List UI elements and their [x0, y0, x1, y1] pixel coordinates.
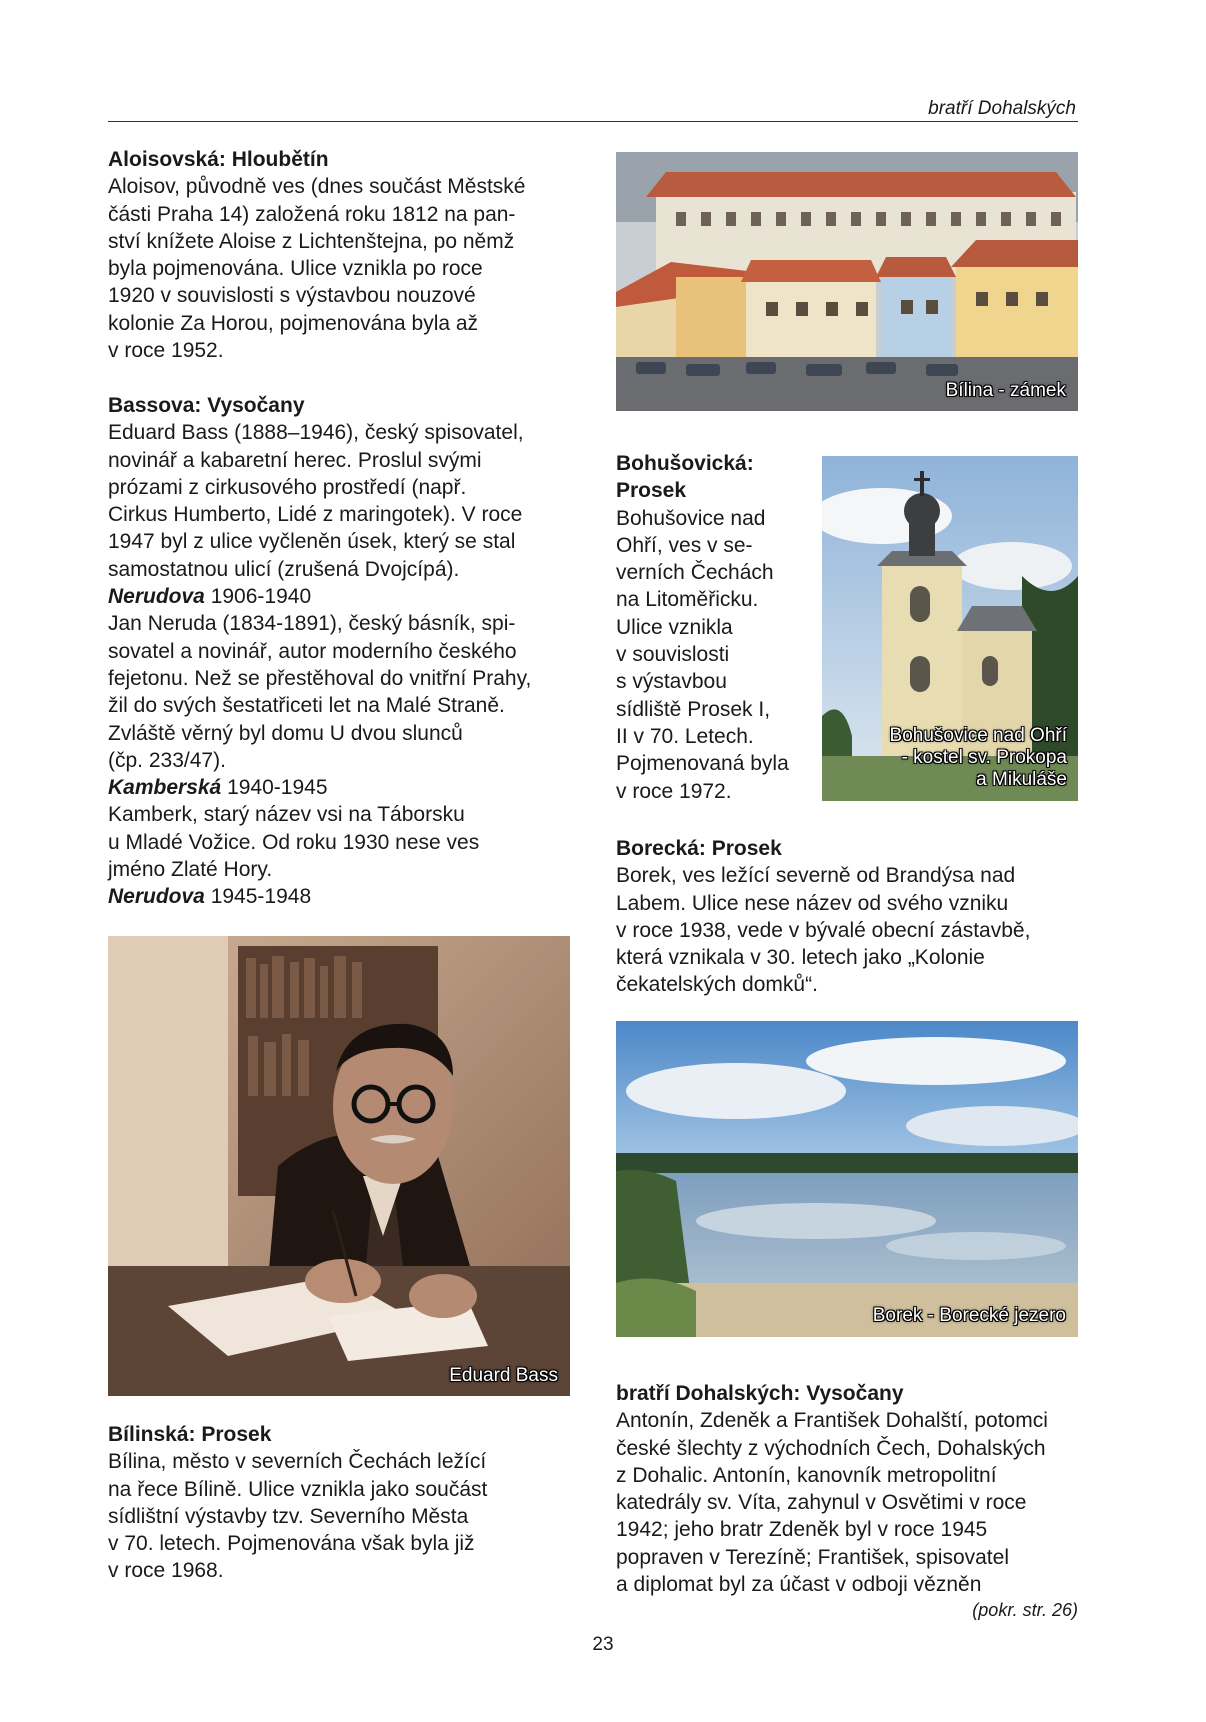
entry-text-line: prózami z cirkusového prostředí (např.: [108, 475, 467, 499]
bohusovice-caption-line: - kostel sv. Prokopa: [901, 747, 1067, 768]
former-name: Kamberská: [108, 776, 222, 800]
bohusovice-caption: [822, 725, 1067, 791]
entry-text-line: z Dohalic. Antonín, kanovník metropolitní: [616, 1463, 997, 1487]
entry-text-line: Aloisov, původně ves (dnes součást Městské: [108, 175, 526, 199]
entry-text-line: v souvislosti: [616, 643, 730, 667]
former-years: 1906-1940: [210, 585, 312, 609]
entry-text-line: části Praha 14) založená roku 1812 na pan-: [108, 202, 516, 226]
eduard-bass-caption: Eduard Bass: [449, 1365, 558, 1386]
bilina-caption: Bílina - zámek: [945, 380, 1066, 401]
bilina-photo: [616, 152, 1078, 411]
entry-text-line: ství knížete Aloise z Lichtenštejna, po němž: [108, 229, 515, 253]
entry-bohusovicka: [616, 450, 816, 805]
entry-text-line: Bílina, město v severních Čechách ležící: [108, 1450, 487, 1474]
continued-note: (pokr. str. 26): [972, 1600, 1078, 1620]
entry-text-line: novinář a kabaretní herec. Proslul svými: [108, 448, 482, 472]
entry-text-line: 1942; jeho bratr Zdeněk byl v roce 1945: [616, 1518, 988, 1542]
entry-text-line: Bohušovice nad: [616, 506, 766, 530]
entry-text-line: II v 70. Letech.: [616, 724, 754, 748]
entry-text-line: čekatelských domků“.: [616, 973, 818, 997]
entry-text-line: fejetonu. Než se přestěhoval do vnitřní Prahy,: [108, 666, 532, 690]
entry-text-line: 1947 byl z ulice vyčleněn úsek, který se stal: [108, 530, 516, 554]
entry-text-line: Labem. Ulice nese název od svého vzniku: [616, 891, 1009, 915]
entry-bassova: [108, 392, 578, 911]
former-name: Nerudova: [108, 885, 205, 909]
entry-text-line: s výstavbou: [616, 670, 727, 694]
entry-text-line: Pojmenovaná byla: [616, 752, 789, 776]
entry-text-line: Ohří, ves v se-: [616, 533, 753, 557]
bilina-image: [616, 152, 1078, 411]
entry-text-line: v roce 1972.: [616, 779, 732, 803]
borek-caption: Borek - Borecké jezero: [872, 1305, 1066, 1326]
entry-text-line: Kamberk, starý název vsi na Táborsku: [108, 803, 465, 827]
entry-heading: Bílinská: Prosek: [108, 1423, 272, 1446]
entry-text-line: v roce 1952.: [108, 339, 224, 363]
bohusovice-caption-line: a Mikuláše: [976, 769, 1067, 790]
entry-heading: Bassova: Vysočany: [108, 394, 305, 417]
running-header: bratří Dohalských: [928, 98, 1076, 119]
entry-heading: bratří Dohalských: Vysočany: [616, 1382, 904, 1405]
entry-text-line: sovatel a novinář, autor moderního českého: [108, 639, 517, 663]
header-rule: [108, 121, 1078, 122]
former-name-line: [108, 774, 578, 801]
entry-text-line: popraven v Terezíně; František, spisovatel: [616, 1545, 1009, 1569]
eduard-bass-photo: [108, 936, 570, 1396]
entry-text-line: na řece Bílině. Ulice vznikla jako součást: [108, 1477, 488, 1501]
entry-text-line: (čp. 233/47).: [108, 748, 226, 772]
page-number: 23: [592, 1634, 614, 1655]
entry-text-line: verních Čechách: [616, 561, 774, 585]
entry-text-line: Zvláště věrný byl domu U dvou slunců: [108, 721, 463, 745]
entry-dohalskych: [616, 1380, 1078, 1598]
entry-text-line: Cirkus Humberto, Lidé z maringotek). V roce: [108, 503, 523, 527]
borek-photo: [616, 1021, 1078, 1337]
entry-borecka: [616, 835, 1078, 999]
entry-text-line: kolonie Za Horou, pojmenována byla až: [108, 311, 479, 335]
entry-text-line: žil do svých šestatřiceti let na Malé Straně.: [108, 694, 505, 718]
entry-text-line: která vznikala v 30. letech jako „Kolonie: [616, 946, 985, 970]
entry-heading: Prosek: [616, 479, 687, 503]
entry-heading: Bohušovická:: [616, 452, 754, 475]
entry-heading: Aloisovská: Hloubětín: [108, 148, 329, 171]
entry-heading: Borecká: Prosek: [616, 837, 782, 860]
entry-text-line: Antonín, Zdeněk a František Dohalští, potomci: [616, 1409, 1048, 1433]
former-years: 1945-1948: [210, 885, 312, 909]
entry-text-line: v roce 1938, vede v bývalé obecní zástavbě,: [616, 918, 1031, 942]
bohusovice-caption-line: Bohušovice nad Ohří: [889, 725, 1067, 746]
former-name: Nerudova: [108, 585, 205, 609]
entry-text-line: u Mladé Vožice. Od roku 1930 nese ves: [108, 830, 480, 854]
entry-text-line: Ulice vznikla: [616, 615, 733, 639]
entry-text-line: sídlištní výstavby tzv. Severního Města: [108, 1504, 469, 1528]
former-name-line: [108, 583, 578, 610]
entry-text-line: samostatnou ulicí (zrušená Dvojcípá).: [108, 557, 460, 581]
entry-text-line: 1920 v souvislosti s výstavbou nouzové: [108, 284, 476, 308]
entry-text-line: Jan Neruda (1834-1891), český básník, spi-: [108, 612, 516, 636]
eduard-bass-image: [108, 936, 570, 1396]
entry-text-line: byla pojmenována. Ulice vznikla po roce: [108, 257, 483, 281]
former-years: 1940-1945: [227, 776, 328, 800]
entry-text-line: v roce 1968.: [108, 1559, 224, 1583]
former-name-line: [108, 883, 578, 910]
entry-bilinska: [108, 1421, 578, 1585]
entry-text-line: jméno Zlaté Hory.: [108, 858, 273, 882]
entry-text-line: a diplomat byl za účast v odboji vězněn: [616, 1573, 982, 1597]
entry-text-line: v 70. letech. Pojmenována však byla již: [108, 1532, 475, 1556]
entry-text-line: české šlechty z východních Čech, Dohalských: [616, 1436, 1046, 1460]
entry-text-line: katedrály sv. Víta, zahynul v Osvětimi v roce: [616, 1491, 1027, 1515]
entry-text-line: na Litoměřicku.: [616, 588, 759, 612]
entry-text-line: Borek, ves ležící severně od Brandýsa nad: [616, 864, 1016, 888]
entry-aloisovska: [108, 146, 578, 364]
entry-text-line: sídliště Prosek I,: [616, 697, 771, 721]
borek-image: [616, 1021, 1078, 1337]
entry-text-line: Eduard Bass (1888–1946), český spisovatel,: [108, 421, 524, 445]
